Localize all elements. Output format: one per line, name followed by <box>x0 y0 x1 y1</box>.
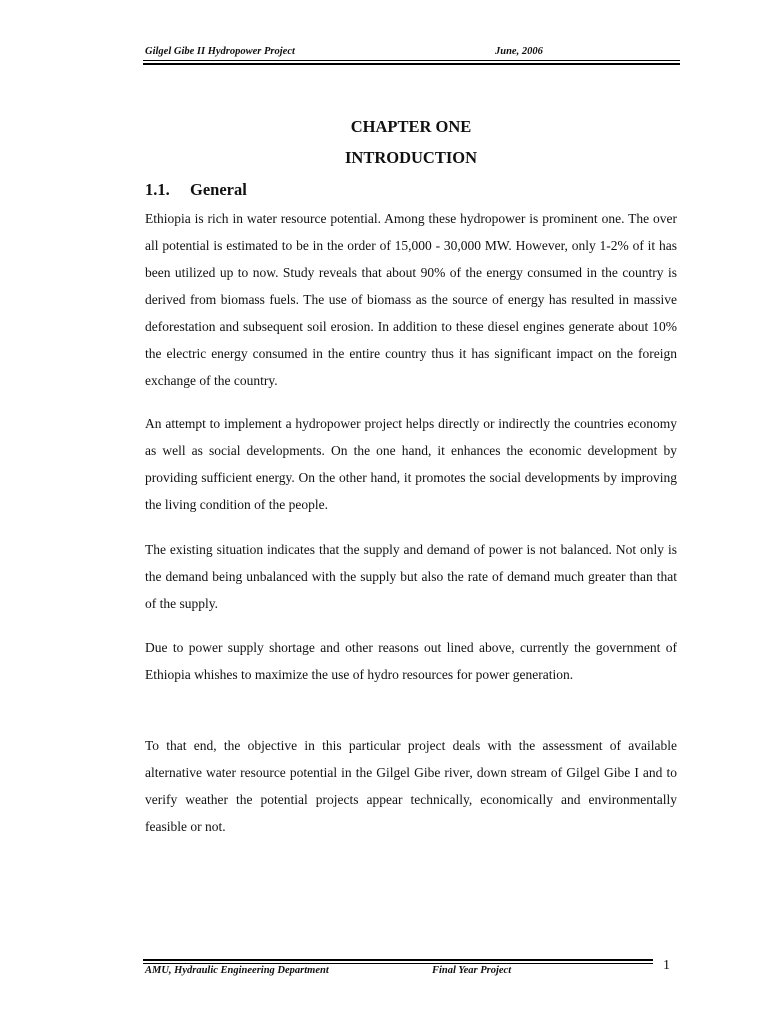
section-heading <box>145 180 247 200</box>
header-date: June, 2006 <box>495 46 543 57</box>
header-rule-thick <box>143 63 680 65</box>
paragraph-3: The existing situation indicates that the supply and demand of power is not balanced. Not only is the demand being unbalanced with the supply but also the rate of demand much greater than that of the supply. <box>145 542 677 611</box>
footer-project-type: Final Year Project <box>432 965 512 976</box>
chapter-title: INTRODUCTION <box>344 148 478 167</box>
header-project-title: Gilgel Gibe II Hydropower Project <box>145 46 295 57</box>
page-number: 1 <box>663 958 670 973</box>
chapter-number: CHAPTER ONE <box>350 117 472 136</box>
header-rule-thin <box>143 60 680 61</box>
section-title: General <box>190 180 247 199</box>
footer-rule-thick <box>143 959 653 961</box>
footer-rule-thin <box>143 963 653 964</box>
paragraph-1: Ethiopia is rich in water resource potential. Among these hydropower is prominent one. The over all potential is estimated to be in the order of 15,000 - 30,000 MW. However, only 1-2% of it has been utilized up to now. Study reveals that about 90% of the energy consumed in the country is derived from biomass fuels. The use of biomass as the source of energy has resulted in massive deforestation and subsequent soil erosion. In addition to these diesel engines generate about 10% the electric energy consumed in the entire country thus it has significant impact on the foreign exchange of the country. <box>145 211 677 388</box>
footer-department: AMU, Hydraulic Engineering Department <box>145 965 329 976</box>
paragraph-4: Due to power supply shortage and other reasons out lined above, currently the government of Ethiopia whishes to maximize the use of hydro resources for power generation. <box>145 640 677 682</box>
paragraph-2: An attempt to implement a hydropower project helps directly or indirectly the countries economy as well as social developments. On the one hand, it enhances the economic development by providing sufficient energy. On the other hand, it promotes the social developments by improving the living condition of the people. <box>145 416 677 512</box>
section-number: 1.1. <box>145 180 170 199</box>
paragraph-5: To that end, the objective in this particular project deals with the assessment of available alternative water resource potential in the Gilgel Gibe river, down stream of Gilgel Gibe I and to verify weather the potential projects appear technically, economically and environmentally feasible or not. <box>145 738 677 834</box>
